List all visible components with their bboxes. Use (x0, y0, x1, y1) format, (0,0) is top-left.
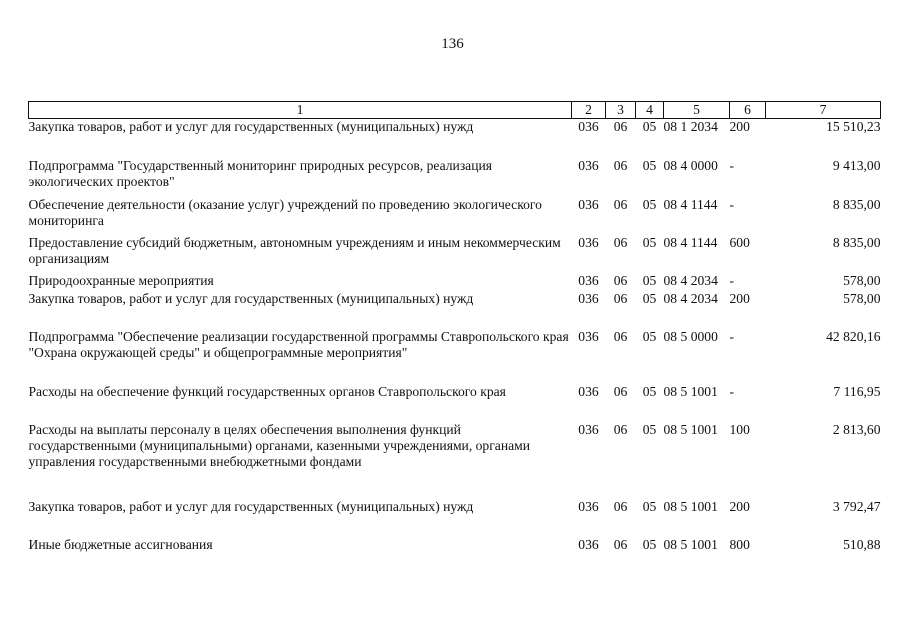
table-row (29, 291, 881, 329)
row-expense-type: 800 (729, 536, 750, 552)
row-expense-type: - (729, 328, 735, 344)
table-row (29, 158, 881, 197)
row-target-code: 08 5 1001 (663, 498, 718, 514)
row-amount: 578,00 (843, 272, 881, 288)
row-name: Закупка товаров, работ и услуг для государственных (муниципальных) нужд (28, 290, 474, 306)
table-row (29, 422, 881, 499)
row-amount: 8 835,00 (832, 234, 881, 250)
row-section-code: 06 (613, 272, 628, 288)
row-amount: 42 820,16 (826, 328, 881, 344)
row-name: Иные бюджетные ассигнования (28, 536, 213, 552)
row-section-code: 06 (613, 536, 628, 552)
header-col-5: 5 (664, 102, 730, 119)
row-name: Природоохранные мероприятия (28, 272, 214, 288)
row-amount: 9 413,00 (832, 157, 881, 173)
row-ministry-code: 036 (578, 536, 599, 552)
row-section-code: 06 (613, 328, 628, 344)
row-target-code: 08 4 0000 (663, 157, 718, 173)
row-expense-type: - (729, 196, 735, 212)
row-subsection-code: 05 (642, 328, 657, 344)
row-name: Расходы на выплаты персоналу в целях обеспечения выполнения функций государственными (муниципальными) органами, казенными учреждениями, органами управления государственными внебюджетными фондами (28, 421, 531, 469)
row-section-code: 06 (613, 196, 628, 212)
header-col-3: 3 (606, 102, 636, 119)
row-section-code: 06 (613, 119, 628, 134)
row-subsection-code: 05 (642, 421, 657, 437)
row-ministry-code: 036 (578, 421, 599, 437)
row-name: Подпрограмма "Обеспечение реализации государственной программы Ставропольского края "Охрана окружающей среды" и общепрограммные мероприятия" (28, 328, 569, 360)
row-name: Обеспечение деятельности (оказание услуг) учреждений по проведению экологического мониторинга (28, 196, 542, 228)
row-subsection-code: 05 (642, 157, 657, 173)
row-subsection-code: 05 (642, 196, 657, 212)
table-row (29, 384, 881, 422)
row-subsection-code: 05 (642, 272, 657, 288)
row-amount: 2 813,60 (832, 421, 881, 437)
row-target-code: 08 5 0000 (663, 328, 718, 344)
row-target-code: 08 1 2034 (663, 119, 718, 134)
row-section-code: 06 (613, 498, 628, 514)
row-section-code: 06 (613, 383, 628, 399)
header-col-4: 4 (636, 102, 664, 119)
row-amount: 510,88 (843, 536, 881, 552)
header-col-7: 7 (766, 102, 881, 119)
table-row (29, 235, 881, 273)
table-row (29, 273, 881, 291)
row-target-code: 08 5 1001 (663, 421, 718, 437)
budget-table (28, 101, 881, 555)
row-expense-type: 200 (729, 119, 750, 134)
row-section-code: 06 (613, 290, 628, 306)
row-target-code: 08 4 2034 (663, 272, 718, 288)
row-section-code: 06 (613, 234, 628, 250)
row-amount: 7 116,95 (833, 383, 881, 399)
row-ministry-code: 036 (578, 328, 599, 344)
row-ministry-code: 036 (578, 290, 599, 306)
row-amount: 578,00 (843, 290, 881, 306)
row-expense-type: - (729, 272, 735, 288)
row-name: Расходы на обеспечение функций государственных органов Ставропольского края (28, 383, 506, 399)
header-col-6: 6 (730, 102, 766, 119)
row-expense-type: 100 (729, 421, 750, 437)
row-expense-type: 200 (729, 290, 750, 306)
row-ministry-code: 036 (578, 157, 599, 173)
table-row (29, 119, 881, 158)
row-expense-type: - (729, 383, 735, 399)
header-col-1: 1 (29, 102, 572, 119)
table-row (29, 197, 881, 235)
row-name: Предоставление субсидий бюджетным, автономным учреждениям и иным некоммерческим организациям (28, 234, 561, 266)
row-amount: 15 510,23 (826, 119, 881, 134)
row-target-code: 08 5 1001 (663, 383, 718, 399)
row-amount: 3 792,47 (832, 498, 881, 514)
row-subsection-code: 05 (642, 383, 657, 399)
row-expense-type: - (729, 157, 735, 173)
row-expense-type: 600 (729, 234, 750, 250)
row-name: Закупка товаров, работ и услуг для государственных (муниципальных) нужд (28, 498, 474, 514)
row-target-code: 08 4 1144 (663, 234, 718, 250)
row-ministry-code: 036 (578, 383, 599, 399)
row-name: Закупка товаров, работ и услуг для государственных (муниципальных) нужд (28, 119, 474, 134)
row-subsection-code: 05 (642, 290, 657, 306)
row-name: Подпрограмма "Государственный мониторинг природных ресурсов, реализация экологических проектов" (28, 157, 493, 189)
row-ministry-code: 036 (578, 498, 599, 514)
row-ministry-code: 036 (578, 196, 599, 212)
row-subsection-code: 05 (642, 119, 657, 134)
row-ministry-code: 036 (578, 234, 599, 250)
table-row (29, 499, 881, 537)
row-section-code: 06 (613, 421, 628, 437)
table-row (29, 329, 881, 384)
row-subsection-code: 05 (642, 234, 657, 250)
row-subsection-code: 05 (642, 498, 657, 514)
row-target-code: 08 4 2034 (663, 290, 718, 306)
row-target-code: 08 5 1001 (663, 536, 718, 552)
page-number: 136 (441, 36, 464, 52)
row-ministry-code: 036 (578, 272, 599, 288)
table-header-row (29, 102, 881, 119)
row-target-code: 08 4 1144 (663, 196, 718, 212)
header-col-2: 2 (572, 102, 606, 119)
row-amount: 8 835,00 (832, 196, 881, 212)
row-section-code: 06 (613, 157, 628, 173)
table-row (29, 537, 881, 555)
row-subsection-code: 05 (642, 536, 657, 552)
row-ministry-code: 036 (578, 119, 599, 134)
row-expense-type: 200 (729, 498, 750, 514)
